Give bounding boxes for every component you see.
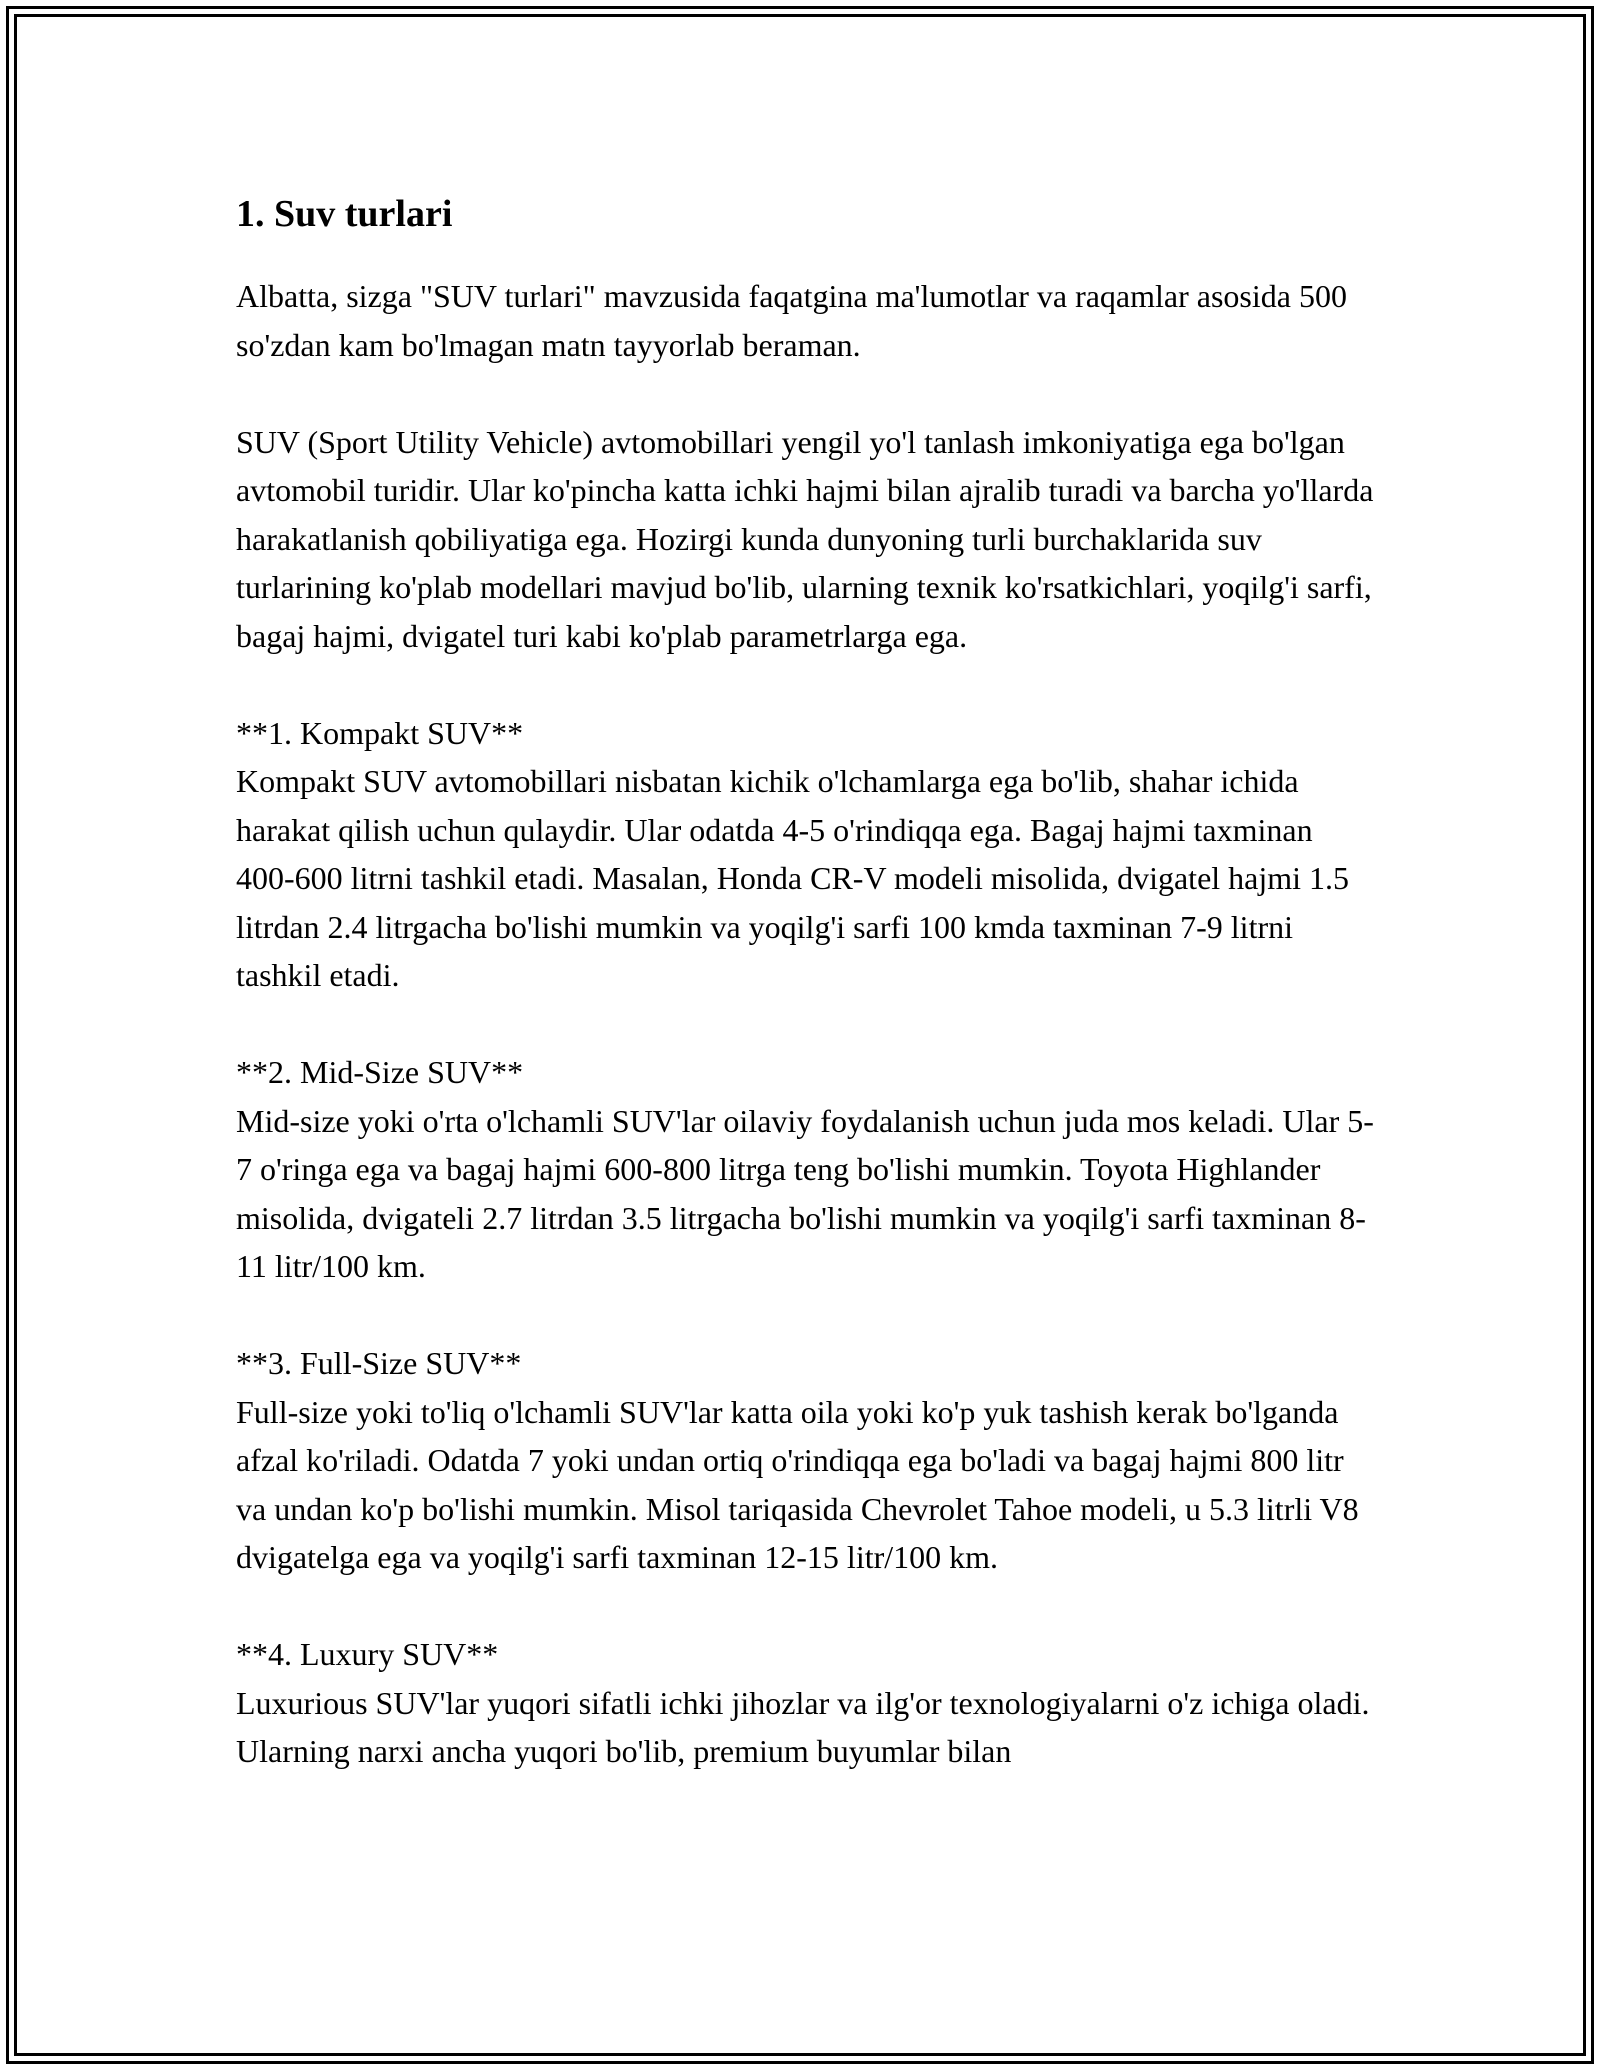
- paragraph-spacer: [236, 1291, 1376, 1340]
- section-heading-compact: **1. Kompakt SUV**: [236, 714, 524, 751]
- section-body-fullsize: Full-size yoki to'liq o'lchamli SUV'lar katta oila yoki ko'p yuk tashish kerak bo'lganda afzal ko'riladi. Odatda 7 yoki undan ortiq o'rindiqqa ega bo'ladi va bagaj hajmi 800 litr va undan ko'p bo'lishi mumkin. Misol tariqasida Chevrolet Tahoe modeli, u 5.3 litrli V8 dvigatelga ega va yoqilg'i sarfi taxminan 12-15 litr/100 km.: [236, 1393, 1359, 1575]
- document-body: [236, 186, 1376, 1776]
- section-body-midsize: Mid-size yoki o'rta o'lchamli SUV'lar oilaviy foydalanish uchun juda mos keladi. Ular 5-7 o'ringa ega va bagaj hajmi 600-800 litrga teng bo'lishi mumkin. Toyota Highlander misolida, dvigateli 2.7 litrdan 3.5 litrgacha bo'lishi mumkin va yoqilg'i sarfi taxminan 8-11 litr/100 km.: [236, 1102, 1374, 1284]
- section-heading-midsize: **2. Mid-Size SUV**: [236, 1054, 524, 1090]
- paragraph-spacer: [236, 660, 1376, 709]
- section-heading-luxury: **4. Luxury SUV**: [236, 1636, 499, 1672]
- paragraph-spacer: [236, 1582, 1376, 1631]
- document-title: 1. Suv turlari: [236, 193, 453, 235]
- section-body-luxury: Luxurious SUV'lar yuqori sifatli ichki jihozlar va ilg'or texnologiyalarni o'z ichiga oladi. Ularning narxi ancha yuqori bo'lib, premium buyumlar bilan: [236, 1684, 1370, 1769]
- paragraph-spacer: [236, 1000, 1376, 1049]
- section-body-compact: Kompakt SUV avtomobillari nisbatan kichik o'lchamlarga ega bo'lib, shahar ichida harakat qilish uchun qulaydir. Ular odatda 4-5 o'rindiqqa ega. Bagaj hajmi taxminan 400-600 litrni tashkil etadi. Masalan, Honda CR-V modeli misolida, dvigatel hajmi 1.5 litrdan 2.4 litrgacha bo'lishi mumkin va yoqilg'i sarfi 100 kmda taxminan 7-9 litrni tashkil etadi.: [236, 763, 1350, 993]
- intro-paragraph: Albatta, sizga "SUV turlari" mavzusida faqatgina ma'lumotlar va raqamlar asosida 500 so'zdan kam bo'lmagan matn tayyorlab beraman.: [236, 278, 1347, 363]
- overview-paragraph: SUV (Sport Utility Vehicle) avtomobillari yengil yo'l tanlash imkoniyatiga ega bo'lgan avtomobil turidir. Ular ko'pincha katta ichki hajmi bilan ajralib turadi va barcha yo'llarda harakatlanish qobiliyatiga ega. Hozirgi kunda dunyoning turli burchaklarida suv turlarining ko'plab modellari mavjud bo'lib, ularning texnik ko'rsatkichlari, yoqilg'i sarfi, bagaj hajmi, dvigatel turi kabi ko'plab parametrlarga ega.: [236, 423, 1374, 654]
- section-heading-fullsize: **3. Full-Size SUV**: [236, 1345, 522, 1381]
- paragraph-spacer: [236, 369, 1376, 418]
